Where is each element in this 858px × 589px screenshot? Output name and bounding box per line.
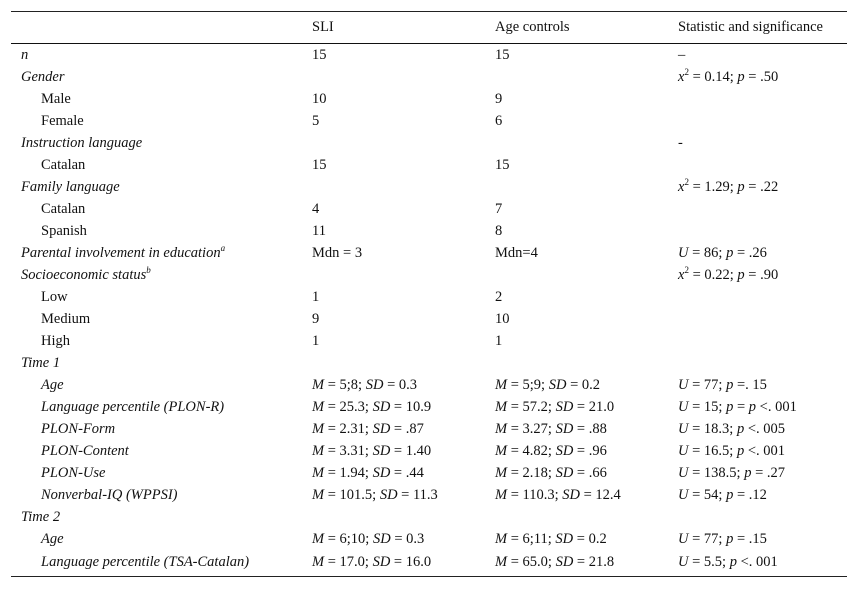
sli-value: M = 25.3; SD = 10.9 — [312, 398, 432, 415]
sli-value: M = 2.31; SD = .87 — [312, 420, 424, 437]
row-label — [11, 220, 312, 242]
age-controls-value — [495, 66, 678, 88]
statistic-value: U = 5.5; p <. 001 — [678, 550, 847, 577]
age-controls-value: M = 2.18; SD = .66 — [495, 464, 607, 481]
statistic-value: U = 18.3; p <. 005 — [678, 420, 786, 437]
row-label — [11, 44, 312, 67]
row-label-text: Family language — [21, 178, 120, 195]
sli-value: 1 — [312, 288, 320, 305]
row-label — [11, 264, 312, 286]
table-row — [11, 132, 847, 154]
age-controls-value: M = 110.3; SD = 12.4 — [495, 486, 621, 503]
sli-value — [312, 352, 495, 374]
table-row — [11, 198, 847, 220]
statistic-value: U = 16.5; p <. 001 — [678, 442, 786, 459]
row-label — [11, 308, 312, 330]
sli-value: 10 — [312, 90, 327, 107]
table-row — [11, 264, 847, 286]
row-label-text: Time 1 — [21, 354, 61, 371]
table-row — [11, 330, 847, 352]
table-row — [11, 550, 847, 577]
footnote-marker: b — [146, 264, 151, 275]
sli-value — [312, 66, 495, 88]
row-label-text: High — [41, 332, 70, 349]
row-label — [11, 550, 312, 577]
table-row — [11, 220, 847, 242]
row-label-text: Male — [41, 90, 71, 107]
header-statistic: Statistic and significance — [678, 12, 847, 44]
footnote-marker: a — [220, 242, 226, 253]
row-label — [11, 154, 312, 176]
statistic-value: U = 138.5; p = .27 — [678, 464, 786, 481]
sli-value: M = 3.31; SD = 1.40 — [312, 442, 432, 459]
age-controls-value — [495, 132, 678, 154]
row-label-text: Nonverbal-IQ (WPPSI) — [41, 486, 178, 503]
row-label-text: Language percentile (PLON-R) — [41, 398, 225, 415]
age-controls-value: 6 — [495, 112, 503, 129]
row-label-text: Socioeconomic status — [21, 266, 147, 283]
statistic-value — [678, 330, 847, 352]
table-row — [11, 396, 847, 418]
statistic-value — [678, 308, 847, 330]
row-label-text: PLON-Form — [41, 420, 116, 437]
row-label-text: Catalan — [41, 200, 86, 217]
statistic-value — [678, 506, 847, 528]
row-label-text: Parental involvement in education — [21, 244, 221, 261]
sli-value: 1 — [312, 332, 320, 349]
age-controls-value: 15 — [495, 46, 510, 63]
row-label-text: n — [21, 46, 29, 63]
table-row — [11, 176, 847, 198]
table-row — [11, 154, 847, 176]
row-label-text: Spanish — [41, 222, 87, 239]
statistic-value — [678, 286, 847, 308]
row-label — [11, 330, 312, 352]
row-label — [11, 374, 312, 396]
age-controls-value: 2 — [495, 288, 503, 305]
participant-characteristics-table — [11, 11, 847, 577]
table-row — [11, 352, 847, 374]
table-row — [11, 418, 847, 440]
age-controls-value — [495, 506, 678, 528]
age-controls-value: M = 6;11; SD = 0.2 — [495, 530, 607, 547]
statistic-value: U = 86; p = .26 — [678, 244, 767, 261]
age-controls-value — [495, 264, 678, 286]
table-row — [11, 88, 847, 110]
age-controls-value: M = 65.0; SD = 21.8 — [495, 550, 678, 577]
sli-value: M = 6;10; SD = 0.3 — [312, 530, 425, 547]
header-sli: SLI — [312, 12, 495, 44]
statistic-value: U = 15; p = p <. 001 — [678, 398, 797, 415]
sli-value: M = 101.5; SD = 11.3 — [312, 486, 438, 503]
row-label-text: Medium — [41, 310, 91, 327]
statistic-value — [678, 88, 847, 110]
row-label-text: Low — [41, 288, 68, 305]
row-label-text: Language percentile (TSA-Catalan) — [41, 553, 250, 570]
table-row — [11, 66, 847, 88]
statistic-value — [678, 220, 847, 242]
statistic-value — [678, 154, 847, 176]
table-row — [11, 308, 847, 330]
table-row — [11, 44, 847, 67]
sli-value: 4 — [312, 200, 320, 217]
row-label — [11, 484, 312, 506]
statistic-value — [678, 110, 847, 132]
sli-value: 5 — [312, 112, 320, 129]
header-label — [11, 12, 312, 44]
table-container — [11, 11, 847, 577]
sli-value: M = 1.94; SD = .44 — [312, 464, 424, 481]
row-label-text: PLON-Content — [41, 442, 129, 459]
row-label — [11, 176, 312, 198]
age-controls-value: 7 — [495, 200, 503, 217]
row-label — [11, 88, 312, 110]
age-controls-value — [495, 176, 678, 198]
table-row — [11, 462, 847, 484]
sli-value — [312, 132, 495, 154]
statistic-value — [678, 352, 847, 374]
row-label — [11, 110, 312, 132]
sli-value: Mdn = 3 — [312, 244, 363, 261]
table-row — [11, 286, 847, 308]
statistic-value: – — [678, 46, 686, 63]
age-controls-value: M = 4.82; SD = .96 — [495, 442, 607, 459]
table-row — [11, 242, 847, 264]
age-controls-value: 10 — [495, 310, 510, 327]
age-controls-value: M = 3.27; SD = .88 — [495, 420, 607, 437]
age-controls-value: M = 57.2; SD = 21.0 — [495, 398, 615, 415]
row-label-text: Instruction language — [21, 134, 143, 151]
age-controls-value: Mdn=4 — [495, 244, 538, 261]
row-label-text: Female — [41, 112, 84, 129]
statistic-value: U = 54; p = .12 — [678, 486, 767, 503]
sli-value: 9 — [312, 310, 320, 327]
row-label — [11, 528, 312, 550]
row-label — [11, 506, 312, 528]
age-controls-value: M = 5;9; SD = 0.2 — [495, 376, 601, 393]
table-row — [11, 484, 847, 506]
table-row — [11, 528, 847, 550]
statistic-value: U = 77; p =. 15 — [678, 376, 767, 393]
statistic-value: $x^2 = 0.14$; p = .50 — [678, 66, 779, 85]
row-label-text: Catalan — [41, 156, 86, 173]
age-controls-value: 15 — [495, 156, 510, 173]
sli-value: 15 — [312, 46, 327, 63]
sli-value: 15 — [312, 156, 327, 173]
row-label — [11, 462, 312, 484]
table-row — [11, 110, 847, 132]
sli-value: M = 5;8; SD = 0.3 — [312, 376, 418, 393]
row-label-text: Age — [41, 530, 64, 547]
row-label-text: PLON-Use — [41, 464, 106, 481]
row-label — [11, 418, 312, 440]
statistic-value: $x^2 = 0.22$; p = .90 — [678, 264, 779, 283]
row-label — [11, 352, 312, 374]
age-controls-value — [495, 352, 678, 374]
age-controls-value: 1 — [495, 332, 503, 349]
header-row — [11, 12, 847, 44]
statistic-value — [678, 198, 847, 220]
sli-value — [312, 176, 495, 198]
table-row — [11, 440, 847, 462]
row-label — [11, 286, 312, 308]
row-label — [11, 396, 312, 418]
row-label — [11, 198, 312, 220]
row-label — [11, 440, 312, 462]
table-row — [11, 506, 847, 528]
table-row — [11, 374, 847, 396]
statistic-value: - — [678, 134, 683, 151]
row-label-text: Time 2 — [21, 508, 61, 525]
age-controls-value: 9 — [495, 90, 503, 107]
statistic-value: $x^2 = 1.29$; p = .22 — [678, 176, 779, 195]
row-label-text: Age — [41, 376, 64, 393]
sli-value — [312, 506, 495, 528]
table-body — [11, 44, 847, 577]
sli-value: 11 — [312, 222, 326, 239]
age-controls-value: 8 — [495, 222, 503, 239]
row-label — [11, 66, 312, 88]
header-age-controls: Age controls — [495, 12, 678, 44]
row-label — [11, 242, 312, 264]
row-label — [11, 132, 312, 154]
row-label-text: Gender — [21, 68, 65, 85]
statistic-value: U = 77; p = .15 — [678, 530, 767, 547]
sli-value: M = 17.0; SD = 16.0 — [312, 550, 495, 577]
sli-value — [312, 264, 495, 286]
